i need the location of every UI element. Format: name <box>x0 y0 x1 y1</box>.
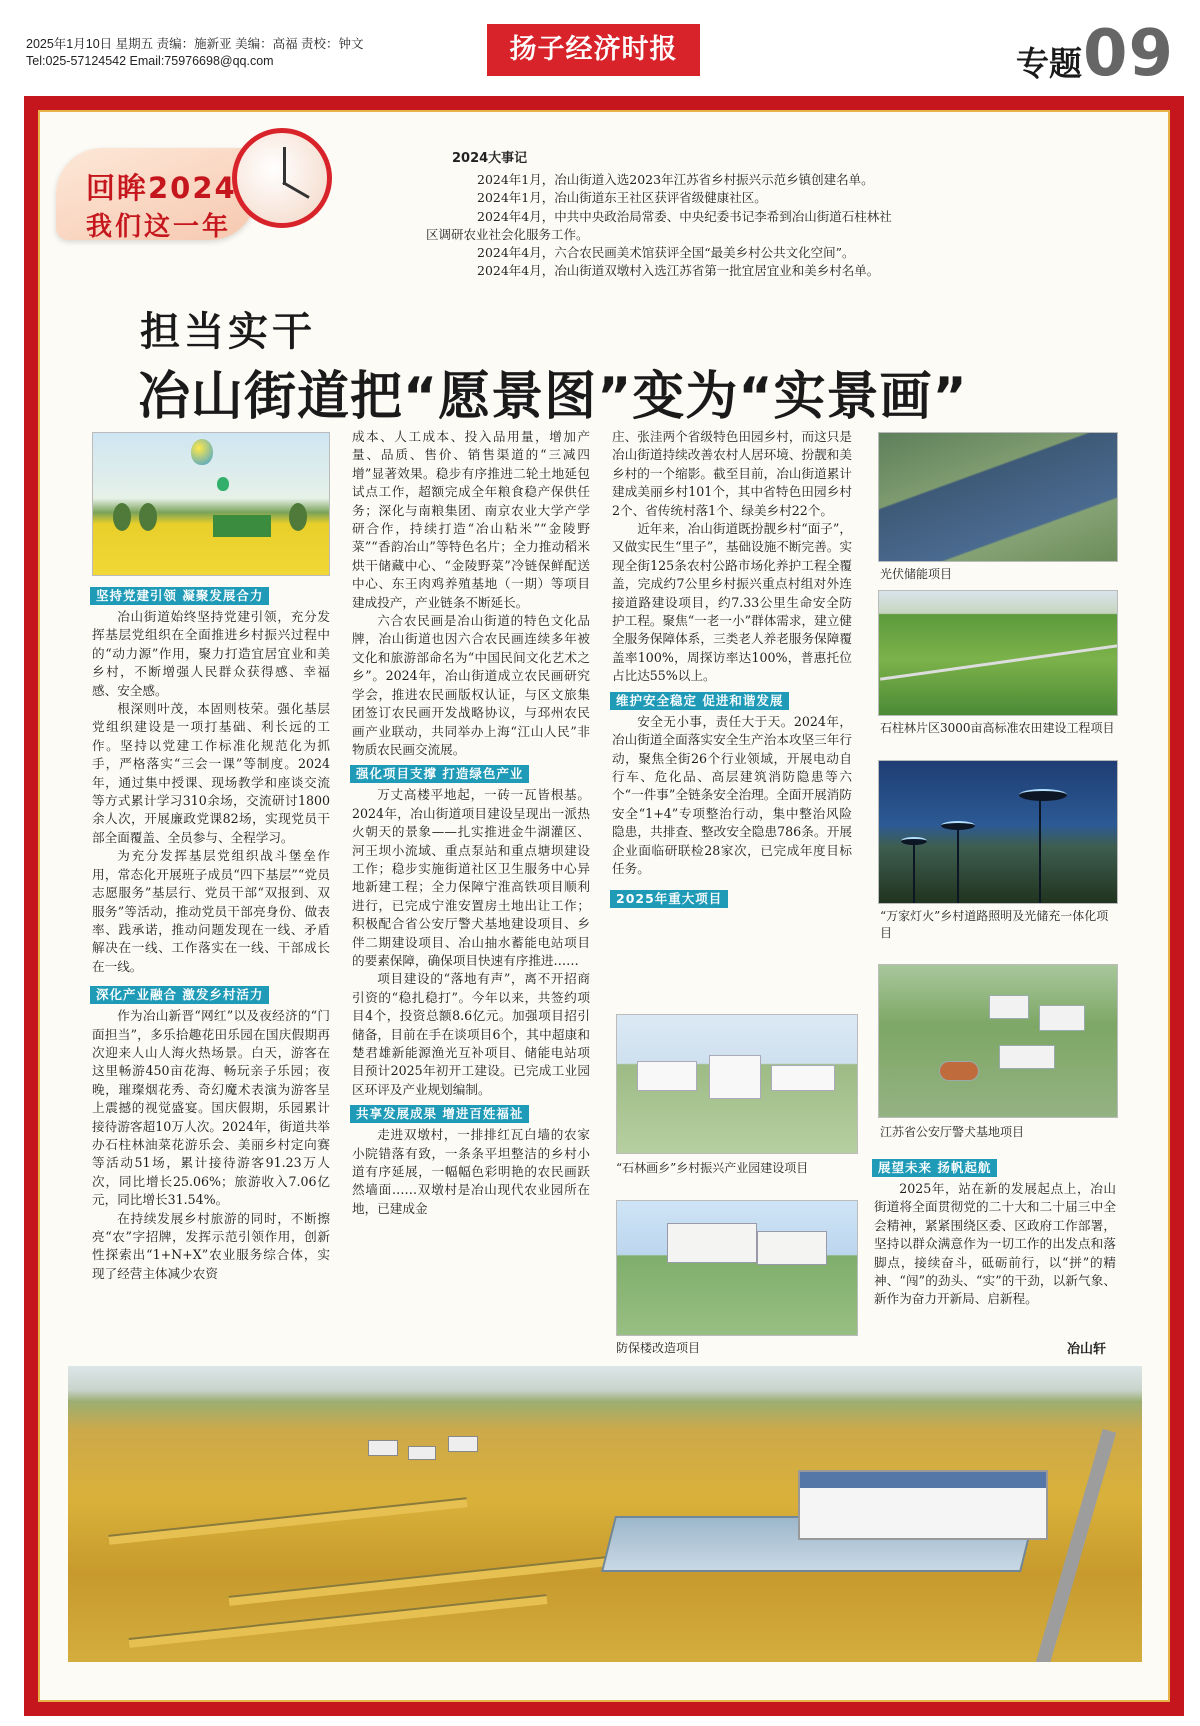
paragraph: 作为冶山新晋“网红”以及夜经济的“门面担当”，多乐拾趣花田乐园在国庆假期再次迎来人山人海火热场景。白天，游客在这里畅游450亩花海、畅玩亲子乐园；夜晚，璀璨烟花秀、奇幻魔术表演为游客呈上震撼的视觉盛宴。国庆假期，乐园累计接待游客超10万人次。2024年，街道共举办石柱林油菜花游乐会、美丽乡村定向赛等活动51场，累计接待游客91.23万人次，同比增长25.06%；旅游收入7.06亿元，同比增长31.54%。 <box>92 1008 330 1208</box>
subhead: 展望未来 扬帆起航 <box>872 1159 997 1177</box>
paragraph: 冶山街道始终坚持党建引领，充分发挥基层党组织在全面推进乡村振兴过程中的“动力源”作用，聚力打造宜居宜业和美乡村，不断增强人民群众获得感、幸福感、安全感。 <box>92 609 330 698</box>
industrial-park-photo <box>616 1014 858 1154</box>
clock-icon <box>232 128 332 228</box>
caption-lamp: “万家灯火”乡村道路照明及光储充一体化项目 <box>880 909 1109 940</box>
village-house <box>368 1440 398 1456</box>
village-house <box>408 1446 436 1460</box>
paragraph: 项目建设的“落地有声”，离不开招商引资的“稳扎稳打”。今年以来，共签约项目4个，投资总额8.6亿元。加强项目招引储备，目前在手在谈项目6个，其中超康和楚君雄新能源渔光互补项目、储能电站项目预计2025年初开工建设。已完成工业园区环评及产业规划编制。 <box>352 971 590 1097</box>
caption-park: “石林画乡”乡村振兴产业园建设项目 <box>616 1161 809 1175</box>
subhead: 深化产业融合 激发乡村活力 <box>90 986 269 1004</box>
field-strip <box>129 1594 548 1648</box>
building <box>939 1061 979 1081</box>
chronicle-item: 区调研农业社会化服务工作。 <box>426 226 589 242</box>
chronicle-item: 2024年4月，中共中央政治局常委、中央纪委书记李希到冶山街道石柱林社 <box>477 208 892 224</box>
paragraph: 成本、人工成本、投入品用量，增加产量、品质、售价、销售渠道的“三减四增”显著效果。稳步有序推进二轮土地延包试点工作，超额完成全年粮食稳产保供任务；深化与南粮集团、南京农业大学产学研合作，持续打造“冶山粘米”“金陵野菜”“香韵冶山”等特色名片；全力推动稻米烘干储藏中心、“金陵野菜”冷链保鲜配送中心、东王肉鸡养殖基地（一期）等项目建成投产，产业链条不断延长。 <box>352 429 590 610</box>
lamp-pole <box>913 841 915 904</box>
paragraph: 在持续发展乡村旅游的同时，不断擦亮“农”字招牌，发挥示范引领作用，创新性探索出“1+N+X”农业服务综合体，实现了经营主体减少农资 <box>92 1210 330 1281</box>
paragraph: 安全无小事，责任大于天。2024年，冶山街道全面落实安全生产治本攻坚三年行动，聚焦全街26个行业领域，开展电动自行车、危化品、高层建筑消防隐患等六个“一件事”全链条安全治理。全面开展消防安全“1+4”专项整治行动，集中整治风险隐患，共排查、整改安全隐患786条。开展企业面临研联检28家次，已完成年度目标任务。 <box>612 713 852 876</box>
paper-logo: 扬子经济时报 <box>487 24 700 76</box>
caption-build: 防保楼改造项目 <box>616 1341 701 1355</box>
paragraph: 万丈高楼平地起，一砖一瓦皆根基。2024年，冶山街道项目建设呈现出一派热火朝天的景象——扎实推进金牛湖灌区、河王坝小流域、重点泵站和重点塘坝建设工作；稳步实施街道社区卫生服务中心异地新建工程；全力保障宁淮高铁项目顺利进行，已完成宁淮安置房土地出让工作；积极配合省公安厅警犬基地建设项目、乡伴二期建设项目、冶山抽水蓄能电站项目的要素保障，确保项目快速有序推进…… <box>352 787 590 968</box>
chronicle-item: 2024年4月，六合农民画美术馆获评全国“最美乡村公共文化空间”。 <box>477 245 855 261</box>
subhead: 2025年重大项目 <box>610 890 728 908</box>
lamp-icon <box>1019 789 1067 801</box>
badge-line2: 我们这一年 <box>86 212 232 242</box>
tree <box>289 503 307 531</box>
building <box>709 1055 761 1099</box>
building <box>771 1065 835 1091</box>
caption-solar: 光伏储能项目 <box>880 567 953 581</box>
paragraph: 庄、张洼两个省级特色田园乡村，而这只是冶山街道持续改善农村人居环境、扮靓和美乡村的一个缩影。截至目前，冶山街道累计建成美丽乡村101个，其中省特色田园乡村2个、省传统村落1个、绿美乡村22个。 <box>612 429 852 518</box>
chronicle-item: 2024年1月，冶山街道入选2023年江苏省乡村振兴示范乡镇创建名单。 <box>477 172 874 188</box>
chronicle <box>426 150 992 280</box>
farmland-photo <box>878 590 1118 716</box>
road <box>1034 1429 1116 1662</box>
paragraph: 走进双墩村，一排排红瓦白墙的农家小院错落有致，一条条平坦整洁的乡村小道有序延展，一幅幅色彩明艳的农民画跃然墙面……双墩村是冶山现代农业园所在地，已建成金 <box>352 1127 590 1216</box>
contact-line: Tel:025-57124542 Email:75976698@qq.com <box>26 54 274 68</box>
masthead-meta <box>26 36 364 70</box>
chronicle-item: 2024年1月，冶山街道东王社区获评省级健康社区。 <box>477 190 767 206</box>
factory-building <box>798 1470 1048 1540</box>
article-column-3 <box>612 428 852 911</box>
field-strip <box>108 1497 467 1545</box>
chronicle-title: 2024大事记 <box>452 151 528 166</box>
section-label: 专题 <box>1016 44 1082 83</box>
balloon-icon <box>217 477 229 491</box>
subhead: 坚持党建引领 凝聚发展合力 <box>90 587 269 605</box>
rice-field-aerial-photo <box>68 1366 1142 1662</box>
building <box>1039 1005 1085 1031</box>
caption-field: 石柱林片区3000亩高标准农田建设工程项目 <box>880 721 1115 735</box>
kicker-title: 担当实干 <box>140 309 316 355</box>
building <box>667 1223 757 1263</box>
building <box>757 1231 827 1265</box>
balloon-icon <box>191 439 213 465</box>
street-lamp-photo <box>878 760 1118 904</box>
caption-kennel: 江苏省公安厅警犬基地项目 <box>880 1125 1025 1139</box>
building <box>637 1061 697 1091</box>
page-number: 09 <box>1082 17 1174 91</box>
badge-line1: 回眸2024 <box>86 171 237 205</box>
clinic-building-photo <box>616 1200 858 1336</box>
solar-storage-photo <box>878 432 1118 562</box>
lamp-icon <box>901 837 927 845</box>
flower-field-photo <box>92 432 330 576</box>
stage-tent <box>213 515 271 537</box>
subhead: 维护安全稳定 促进和谐发展 <box>610 692 789 710</box>
chronicle-item: 2024年4月，冶山街道双墩村入选江苏省第一批宜居宜业和美乡村名单。 <box>477 263 880 279</box>
paragraph: 为充分发挥基层党组织战斗堡垒作用，常态化开展班子成员“四下基层”“党员志愿服务”基层行、党员干部“双报到、双服务”等活动，推动党员干部亮身份、做表率、践承诺，推动问题发现在一线、矛盾解决在一线、工作落实在一线、干部成长在一线。 <box>92 848 330 974</box>
lamp-icon <box>941 821 975 830</box>
building <box>999 1045 1055 1069</box>
article-column-2 <box>352 428 590 1218</box>
article-column-1 <box>92 584 330 1283</box>
subhead: 强化项目支撑 打造绿色产业 <box>350 765 529 783</box>
paragraph: 2025年，站在新的发展起点上，冶山街道将全面贯彻党的二十大和二十届三中全会精神，紧紧围绕区委、区政府工作部署，坚持以群众满意作为一切工作的出发点和落脚点，接续奋斗，砥砺前行，以“拼”的精神、“闯”的劲头、“实”的干劲，以新气象、新作为奋力开新局、启新程。 <box>874 1181 1116 1307</box>
lamp-pole <box>1039 795 1041 904</box>
paragraph: 六合农民画是冶山街道的特色文化品牌，冶山街道也因六合农民画连续多年被文化和旅游部命名为“中国民间文化艺术之乡”。2024年，冶山街道成立农民画研究学会，推进农民画版权认证，与区文旅集团签订农民画开发战略协议，与邳州农民画产业联动，共同举办上海“江山人民”非物质农民画交流展。 <box>352 613 590 757</box>
subhead: 共享发展成果 增进百姓福祉 <box>350 1105 529 1123</box>
article-column-4 <box>874 1156 1116 1309</box>
masthead <box>0 0 1200 90</box>
year-review-badge <box>56 128 296 250</box>
field-strip <box>229 1556 608 1606</box>
lamp-pole <box>957 825 959 904</box>
main-headline: 冶山街道把“愿景图”变为“实景画” <box>138 367 968 427</box>
village-house <box>448 1436 478 1452</box>
byline: 冶山轩 <box>1066 1342 1106 1357</box>
date-line: 2025年1月10日 星期五 责编：施新亚 美编：高福 责校：钟文 <box>26 37 364 51</box>
paragraph: 近年来，冶山街道既扮靓乡村“面子”，又做实民生“里子”，基础设施不断完善。实现全街125条农村公路市场化养护工程全覆盖，完成约7公里乡村振兴重点村组对外连接道路建设项目，约7.33公里生命安全防护工程。聚焦“一老一小”群体需求，建立健全服务保障体系，三类老人养老服务保障覆盖率100%，周探访率达100%，普惠托位占比达55%以上。 <box>612 521 852 684</box>
kennel-base-photo <box>878 964 1118 1118</box>
paragraph: 根深则叶茂，本固则枝荣。强化基层党组织建设是一项打基础、利长远的工作。坚持以党建工作标准化规范化为抓手，严格落实“三会一课”等制度。2024年，通过集中授课、现场教学和座谈交流等方式累计学习310余场，交流研讨1800余人次，开展廉政党课82场，实现党员干部全面覆盖、全员参与、全程学习。 <box>92 701 330 845</box>
building <box>989 995 1029 1019</box>
tree <box>113 503 131 531</box>
tree <box>139 503 157 531</box>
